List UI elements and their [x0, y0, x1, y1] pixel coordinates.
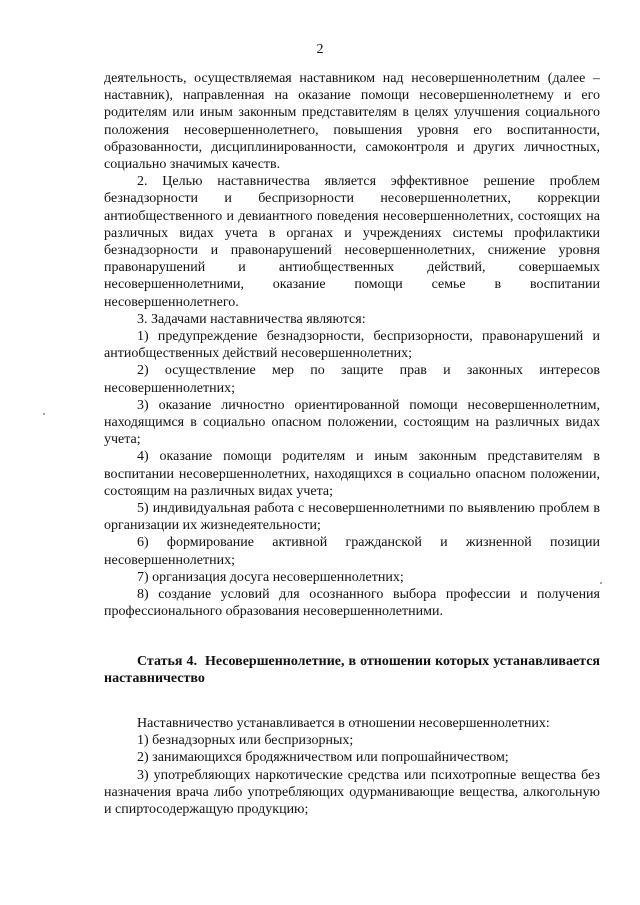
article-list-item-2: 2) занимающихся бродяжничеством или попрошайничеством;	[137, 750, 509, 766]
article-list-item-3: 3) употребляющих наркотические средства или психотропные вещества без назначения врача либо употребляющих одурманивающие вещества, алкогольную и спиртосодержащую продукцию;	[104, 767, 600, 817]
list-item-1: 1) предупреждение безнадзорности, беспризорности, правонарушений и антиобщественных действий несовершеннолетних;	[104, 329, 600, 362]
scan-speck	[43, 413, 45, 415]
article-intro: Наставничество устанавливается в отношении несовершеннолетних:	[137, 715, 550, 731]
page-number: 2	[316, 42, 324, 57]
paragraph-continuation: деятельность, осуществляемая наставником над несовершеннолетним (далее – наставник), направленная на оказание помощи несовершеннолетнему и его родителям или иным законным представителям в целях улучшения социального положения несовершеннолетнего, повышения уровня его воспитанности, образованности, дисциплинированности, самоконтроля и других личностных, социально значимых качеств.	[104, 71, 600, 173]
article-list-item-1: 1) безнадзорных или беспризорных;	[137, 733, 354, 749]
list-item-8: 8) создание условий для осознанного выбора профессии и получения профессионального образования несовершеннолетними.	[104, 587, 600, 620]
list-item-5: 5) индивидуальная работа с несовершеннолетними по выявлению проблем в организации их жизнедеятельности;	[104, 501, 600, 534]
list-item-3: 3) оказание личностно ориентированной помощи несовершеннолетним, находящимся в социально опасном положении, состоящим на различных видах учета;	[104, 397, 600, 448]
article-label: Статья 4.	[137, 653, 197, 669]
scan-speck	[600, 582, 602, 584]
list-item-2: 2) осуществление мер по защите прав и законных интересов несовершеннолетних;	[104, 363, 600, 396]
list-item-6: 6) формирование активной гражданской и жизненной позиции несовершеннолетних;	[104, 535, 600, 568]
paragraph-item-2: 2. Целью наставничества является эффективное решение проблем безнадзорности и беспризорности несовершеннолетних, коррекции антиобщественного и девиантного поведения несовершеннолетних, состоящих на различных видах учета в органах и учреждениях системы профилактики безнадзорности и правонарушений несовершеннолетних, снижение уровня правонарушений и антиобщественных действий, совершаемых несовершеннолетними, оказание помощи семье в воспитании несовершеннолетнего.	[104, 174, 600, 310]
article-title: Несовершеннолетние, в отношении которых устанавливается наставничество	[104, 653, 600, 686]
document-body	[104, 70, 600, 818]
paragraph-item-3: 3. Задачами наставничества являются:	[137, 311, 366, 327]
article-heading	[104, 653, 600, 687]
list-item-4: 4) оказание помощи родителям и иным законным представителям в воспитании несовершеннолетних, находящихся в социально опасном положении, состоящим на различных видах учета;	[104, 449, 600, 499]
list-item-7: 7) организация досуга несовершеннолетних;	[137, 569, 404, 585]
